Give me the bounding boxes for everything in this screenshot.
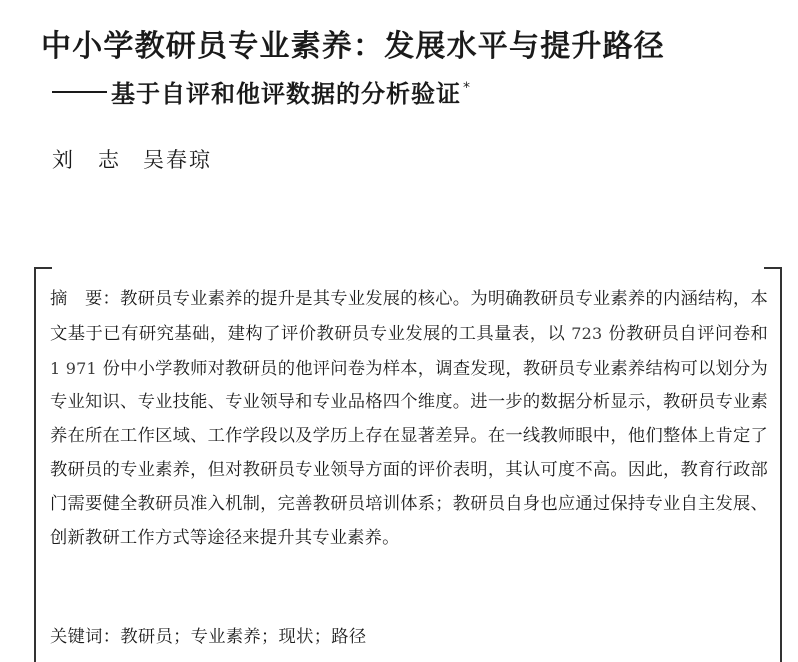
- footnote-mark: *: [463, 80, 471, 96]
- author-list: [52, 145, 212, 175]
- paper-subtitle: [52, 78, 471, 110]
- paper-title: 中小学教研员专业素养：发展水平与提升路径: [41, 29, 665, 64]
- abstract-text: 份中小学教师对教研员的他评问卷为样本，调查发现，教研员专业素养结构可以划分为专业知识、专业技能、专业领导和专业品格四个维度。进一步的数据分析显示，教研员专业素养在所在工作区域、工作学段以及学历上存在显著差异。在一线教师眼中，他们整体上肯定了教研员的专业素养，但对教研员专业领导方面的评价表明，其认可度不高。因此，教育行政部门需要健全教研员准入机制，完善教研员培训体系；教研员自身也应通过保持专业自主发展、创新教研工作方式等途径来提升其专业素养。: [50, 358, 768, 548]
- subtitle-dash: [52, 91, 107, 93]
- author-name: 吴春琼: [143, 148, 212, 172]
- keywords-text: 教研员；专业素养；现状；路径: [120, 627, 367, 647]
- abstract-text: 份教研员自评问卷和: [608, 323, 768, 344]
- sample-count-self: 723: [571, 323, 603, 343]
- subtitle-text: 基于自评和他评数据的分析验证: [111, 80, 461, 108]
- sample-count-peer: 1 971: [50, 358, 97, 378]
- abstract-label: 摘 要：: [50, 289, 121, 309]
- author-name: 刘 志: [52, 148, 121, 172]
- abstract-text: 教研员专业素养的提升是其专业发展的核心。为明确教研员专业素养的内涵结构，本文基于已有研究基础，建构了评价教研员专业发展的工具量表，以: [50, 289, 768, 344]
- keywords: [50, 622, 366, 652]
- keywords-label: 关键词：: [50, 627, 121, 647]
- abstract: [50, 283, 768, 555]
